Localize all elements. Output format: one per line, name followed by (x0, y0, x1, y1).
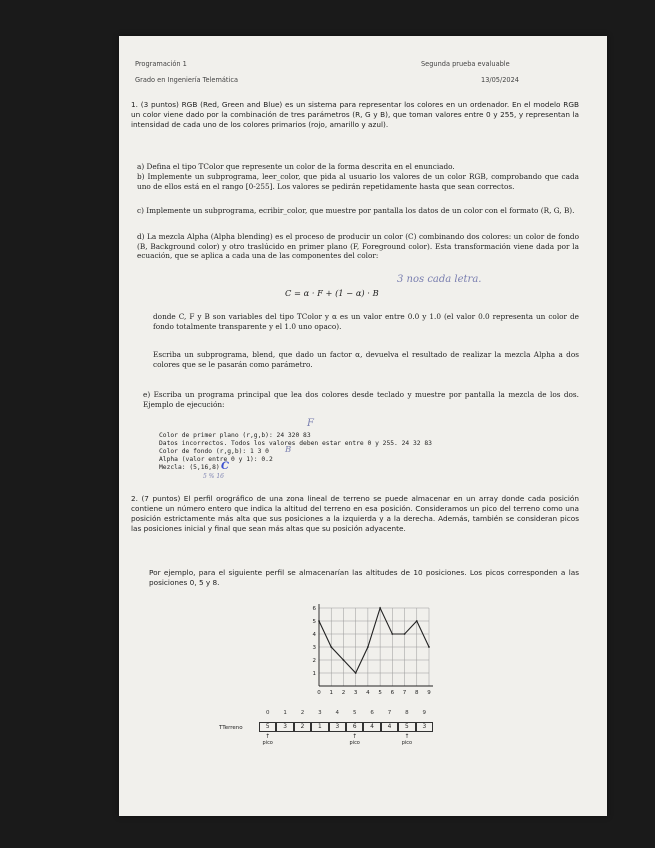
x-tick-label: 6 (390, 690, 395, 696)
handwritten-note: 3 nos cada letra. (397, 274, 482, 285)
array-cell: 4 (363, 722, 380, 732)
array-cells (259, 722, 439, 732)
up-arrow-icon: ↑ (404, 733, 410, 740)
y-tick-label: 6 (312, 606, 316, 612)
q1-item-e: e) Escriba un programa principal que lea dos colores desde teclado y muestre por pantalla la mezcla de los dos. Ejemplo de ejecución: (143, 390, 579, 409)
terrain-point (391, 633, 393, 635)
terrain-point (330, 646, 332, 648)
example-line-2: Datos incorrectos. Todos los valores deben estar entre 0 y 255. 24 32 83 (159, 440, 432, 447)
terrain-point (367, 646, 369, 648)
array-cell: 5 (398, 722, 415, 732)
x-tick-label: 7 (402, 690, 407, 696)
y-tick-label: 1 (312, 671, 316, 677)
array-index: 5 (352, 710, 357, 716)
pico-label: pico (262, 740, 273, 746)
array-index: 0 (265, 710, 270, 716)
handwritten-b: B (285, 445, 292, 455)
q2-statement: 2. (7 puntos) El perfil orográfico de una zona lineal de terreno se puede almacenar en un array donde cada posición contiene un número entero que indica la altitud del terreno en esa posición. Consideramos un pico del terreno como una posición estrictamente más alta que sus posiciones a la izquierda y a la derecha. Además, también se consideran picos las posiciones inicial y final que sean más altas que su posición adyacente. (131, 494, 579, 533)
x-tick-label: 5 (378, 690, 382, 696)
example-line-3: Color de fondo (r,g,b): 1 3 0 (159, 448, 269, 455)
q2-example: Por ejemplo, para el siguiente perfil se almacenarían las altitudes de 10 posiciones. Los picos corresponden a las posiciones 0, 5 y 8. (149, 568, 579, 587)
terrain-point (343, 659, 345, 661)
terrain-point (428, 646, 430, 648)
terrain-point (379, 607, 381, 609)
q1-intro: 1. (3 puntos) RGB (Red, Green and Blue) es un sistema para representar los colores en un ordenador. En el modelo RGB un color viene dado por la combinación de tres parámetros (R, G y B), que toman valores entre 0 y 255, y representan la intensidad de cada uno de los colores primarios (rojo, amarillo y azul). (131, 100, 579, 129)
array-index: 6 (370, 710, 374, 716)
degree-name: Grado en Ingeniería Telemática (135, 76, 239, 84)
x-tick-label: 1 (329, 690, 333, 696)
terrain-point (416, 620, 418, 622)
array-cell: 6 (346, 722, 363, 732)
exam-date: 13/05/2024 (481, 76, 520, 84)
x-tick-label: 3 (353, 690, 358, 696)
array-index: 8 (405, 710, 409, 716)
array-label: TTerreno (219, 725, 243, 731)
array-cell: 2 (294, 722, 311, 732)
q1-item-b: b) Implemente un subprograma, leer_color, que pida al usuario los valores de un color RGB, comprobando que cada uno de ellos está en el rango [0-255]. Los valores se pedirán repetidamente hasta que sean correctos. (137, 172, 579, 191)
array-index: 9 (422, 710, 427, 716)
example-line-1: Color de primer plano (r,g,b): 24 320 83 (159, 432, 311, 439)
y-tick-label: 4 (312, 632, 316, 638)
pico-label: pico (401, 740, 413, 746)
terrain-point (318, 620, 320, 622)
q1-item-a: a) Defina el tipo TColor que represente un color de la forma descrita en el enunciado. (137, 162, 455, 171)
y-tick-label: 5 (312, 619, 316, 625)
terrain-array (219, 710, 479, 770)
q1-d-note: donde C, F y B son variables del tipo TColor y α es un valor entre 0.0 y 1.0 (el valor 0.0 representa un color de fondo totalmente transparente y el 1.0 uno opaco). (153, 312, 579, 331)
array-cell: 3 (416, 722, 433, 732)
example-line-4: Alpha (valor entre 0 y 1): 0.2 (159, 456, 273, 463)
q1-item-c: c) Implemente un subprograma, ecribir_color, que muestre por pantalla los datos de un color con el formato (R, G, B). (137, 206, 575, 215)
array-index: 4 (335, 710, 340, 716)
q1-item-d: d) La mezcla Alpha (Alpha blending) es el proceso de producir un color (C) combinando dos colores: un color de fondo (B, Background color) y otro traslúcido en primer plano (F, Foreground color). Esta transformación viene dada por la ecuación, que se aplica a cada una de las componentes del color: (137, 232, 579, 261)
pico-label: pico (349, 740, 360, 746)
example-line-5: Mezcla: (5,16,8) (159, 464, 220, 471)
array-indices (259, 710, 439, 720)
x-tick-label: 9 (427, 690, 431, 696)
x-tick-label: 4 (366, 690, 370, 696)
x-tick-label: 8 (415, 690, 419, 696)
array-index: 2 (300, 710, 305, 716)
y-tick-label: 3 (312, 645, 316, 651)
array-cell: 5 (259, 722, 276, 732)
handwritten-numbers: 5 % 16 (203, 473, 224, 480)
exam-title: Segunda prueba evaluable (421, 60, 510, 68)
pico-marker (398, 734, 415, 746)
array-index: 1 (283, 710, 287, 716)
course-name: Programación 1 (135, 60, 187, 68)
x-tick-label: 2 (341, 690, 346, 696)
x-tick-label: 0 (317, 690, 321, 696)
up-arrow-icon: ↑ (352, 733, 358, 740)
exam-page (119, 36, 607, 816)
pico-marker (346, 734, 363, 746)
handwritten-c: C (221, 461, 229, 472)
terrain-point (355, 672, 357, 674)
array-cell: 3 (329, 722, 346, 732)
alpha-formula: C = α · F + (1 − α) · B (285, 288, 379, 298)
terrain-profile-chart (301, 602, 441, 700)
pico-markers (259, 734, 439, 754)
array-cell: 4 (381, 722, 398, 732)
array-cell: 1 (311, 722, 328, 732)
array-index: 7 (387, 710, 392, 716)
terrain-point (404, 633, 406, 635)
array-index: 3 (318, 710, 322, 716)
handwritten-f: F (307, 418, 314, 429)
terrain-line (319, 608, 429, 673)
up-arrow-icon: ↑ (265, 733, 271, 740)
y-tick-label: 2 (312, 658, 316, 664)
q1-d-blend: Escriba un subprograma, blend, que dado un factor α, devuelva el resultado de realizar la mezcla Alpha a dos colores que se le pasarán como parámetro. (153, 350, 579, 369)
array-cell: 3 (276, 722, 293, 732)
pico-marker (259, 734, 276, 746)
